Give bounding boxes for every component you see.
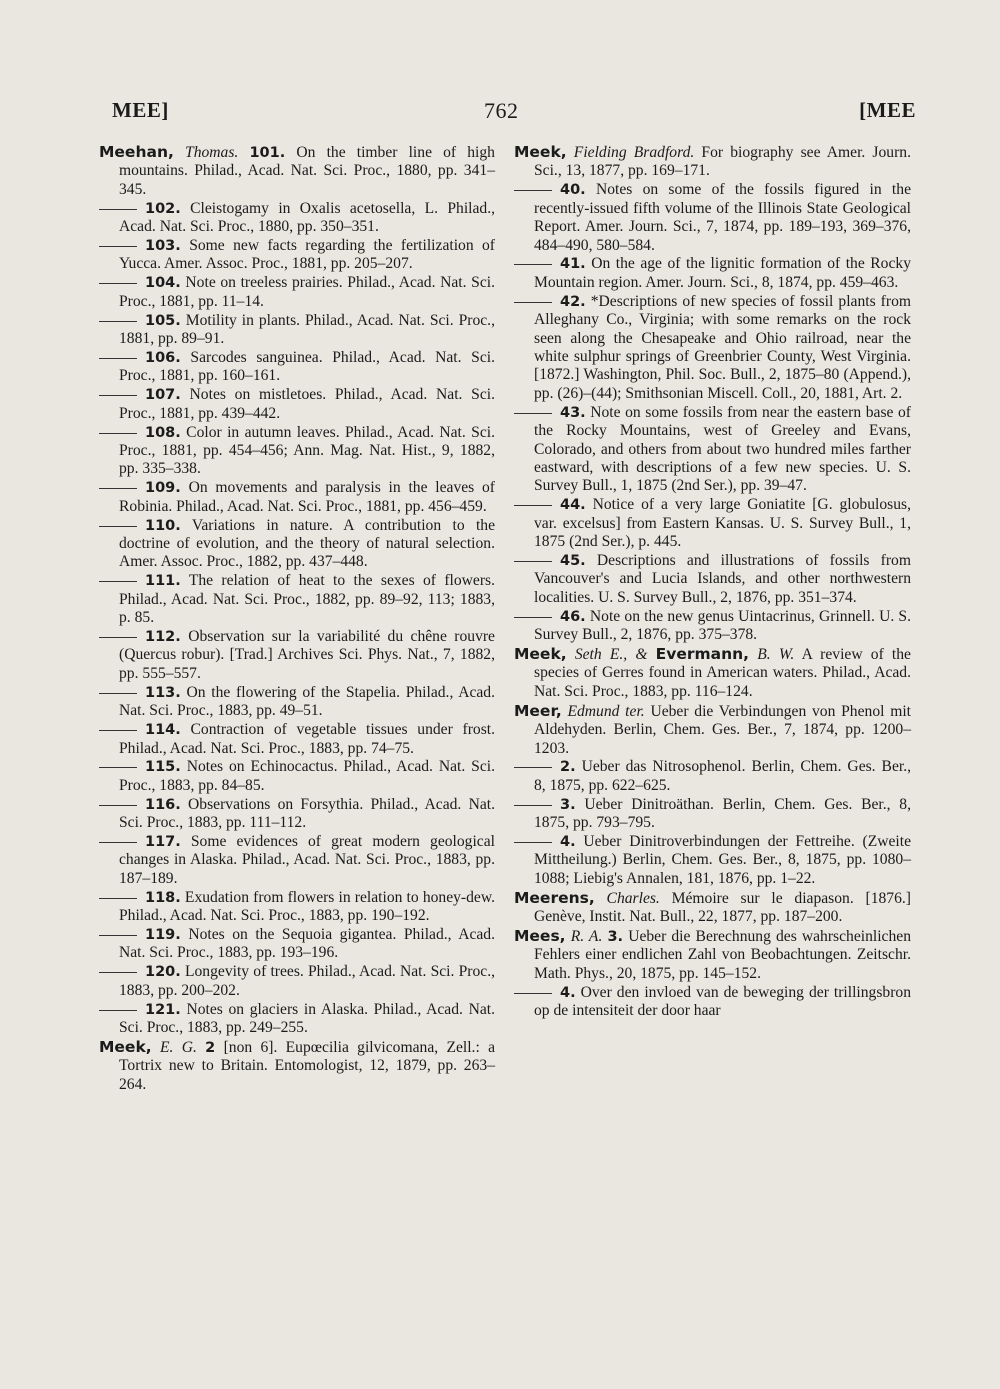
ditto-dash	[514, 190, 552, 191]
entry-number: 40.	[560, 182, 586, 199]
coauthor-surname: Evermann,	[655, 644, 750, 663]
author-given-name: Seth E., &	[574, 645, 648, 663]
ditto-dash	[99, 842, 137, 843]
ditto-dash	[99, 395, 137, 396]
entry-number: 120.	[145, 964, 181, 981]
entry-number: 108.	[145, 424, 181, 441]
entry-text: Ueber die Berechnung des wahrscheinlichen Fehlers einer endlichen Zahl von Beobachtungen. Zeitschr. Math. Phys., 20, 1875, pp. 145–152.	[534, 928, 911, 982]
coauthor-given-name: B. W.	[757, 645, 795, 663]
entry-text: Color in autumn leaves. Philad., Acad. Nat. Sci. Proc., 1881, pp. 454–456; Ann. Mag. Nat. Hist., 9, 1882, pp. 335–338.	[119, 423, 495, 478]
ditto-dash	[514, 413, 552, 414]
entry-text: Motility in plants. Philad., Acad. Nat. Sci. Proc., 1881, pp. 89–91.	[119, 311, 495, 348]
catalogue-entry	[99, 424, 495, 479]
entry-text: Exudation from flowers in relation to honey-dew. Philad., Acad. Nat. Sci. Proc., 1883, pp. 190–192.	[119, 888, 495, 925]
author-surname: Meer,	[514, 701, 562, 720]
entry-number: 4.	[560, 984, 576, 1001]
catalogue-entry	[99, 684, 495, 721]
entry-number: 43.	[560, 404, 586, 421]
ditto-dash	[99, 972, 137, 973]
entry-text: Descriptions and illustrations of fossils from Vancouver's and Lucia Islands, and other northwestern localities. U. S. Survey Bull., 2, 1876, pp. 351–374.	[534, 551, 911, 606]
entry-text: Note on treeless prairies. Philad., Acad. Nat. Sci. Proc., 1881, pp. 11–14.	[119, 274, 495, 310]
entry-number: 119.	[145, 927, 181, 944]
ditto-dash	[99, 805, 137, 806]
entry-number: 107.	[145, 387, 181, 404]
entry-number: 105.	[145, 312, 181, 329]
author-given-name: Charles.	[606, 889, 660, 907]
entry-text: The relation of heat to the sexes of flowers. Philad., Acad. Nat. Sci. Proc., 1882, pp. 89–92, 113; 1883, p. 85.	[119, 572, 495, 627]
entry-number: 41.	[560, 256, 586, 273]
entry-number: 2.	[560, 759, 576, 776]
page-number: 762	[484, 98, 519, 123]
entry-text: Observations on Forsythia. Philad., Acad. Nat. Sci. Proc., 1883, pp. 111–112.	[119, 795, 495, 832]
ditto-dash	[99, 1010, 137, 1011]
entry-number: 44.	[560, 497, 586, 514]
right-column	[514, 143, 911, 1021]
author-surname: Meek,	[99, 1038, 152, 1056]
ditto-dash	[99, 693, 137, 694]
entry-number: 45.	[560, 552, 586, 569]
catalogue-entry	[514, 255, 911, 292]
entry-text: Notes on mistletoes. Philad., Acad. Nat. Sci. Proc., 1881, pp. 439–442.	[119, 386, 496, 422]
ditto-dash	[99, 767, 137, 768]
catalogue-entry	[514, 984, 911, 1021]
catalogue-entry	[514, 404, 911, 496]
ditto-dash	[99, 898, 137, 899]
entry-text: Observation sur la variabilité du chêne rouvre (Quercus robur). [Trad.] Archives Sci. Phys. Nat., 7, 1882, pp. 555–557.	[119, 628, 495, 682]
catalogue-entry	[99, 926, 495, 963]
entry-number: 104.	[145, 275, 181, 292]
catalogue-entry	[514, 608, 911, 645]
catalogue-entry	[514, 758, 911, 795]
entry-number: 2	[205, 1040, 216, 1056]
catalogue-entry	[99, 200, 495, 237]
ditto-dash	[514, 302, 552, 303]
catalogue-entry	[99, 386, 495, 423]
catalogue-entry	[99, 1001, 495, 1038]
ditto-dash	[514, 561, 552, 562]
left-column	[99, 143, 495, 1095]
entry-text: Variations in nature. A contribution to the doctrine of evolution, and the theory of natural selection. Amer. Assoc. Proc., 1882, pp. 437–448.	[119, 516, 495, 571]
entry-text: On movements and paralysis in the leaves of Robinia. Philad., Acad. Nat. Sci. Proc., 1881, pp. 456–459.	[119, 479, 495, 515]
catalogue-entry	[514, 181, 911, 255]
entry-text: Notes on the Sequoia gigantea. Philad., Acad. Nat. Sci. Proc., 1883, pp. 193–196.	[119, 926, 495, 962]
ditto-dash	[99, 935, 137, 936]
ditto-dash	[99, 209, 137, 210]
entry-text: *Descriptions of new species of fossil plants from Alleghany Co., Virginia; with some remarks on the rock seen along the Chesapeake and Ohio railroad, near the white sulphur springs of Greenbrier County, West Virginia. [1872.] Washington, Phil. Soc. Bull., 2, 1875–80 (Append.), pp. (26)–(44); Smithsonian Miscell. Coll., 20, 1881, Art. 2.	[534, 292, 911, 402]
entry-text: Over den invloed van de beweging der trillingsbron op de intensiteit der door haar	[534, 983, 911, 1020]
ditto-dash	[514, 842, 552, 843]
ditto-dash	[99, 358, 137, 359]
entry-text: Ueber die Verbindungen von Phenol mit Aldehyden. Berlin, Chem. Ges. Ber., 7, 1874, pp. 1200–1203.	[534, 702, 911, 757]
entry-text: Some evidences of great modern geological changes in Alaska. Philad., Acad. Nat. Sci. Proc., 1883, pp. 187–189.	[119, 833, 495, 887]
entry-text: Some new facts regarding the fertilization of Yucca. Amer. Assoc. Proc., 1881, pp. 205–207.	[119, 237, 495, 273]
catalogue-entry	[514, 143, 911, 181]
entry-number: 114.	[145, 722, 181, 739]
entry-number: 118.	[145, 889, 181, 906]
catalogue-entry	[99, 349, 495, 386]
ditto-dash	[99, 283, 137, 284]
catalogue-entry	[514, 927, 911, 983]
catalogue-entry	[514, 496, 911, 551]
ditto-dash	[514, 617, 552, 618]
entry-number: 42.	[560, 293, 586, 310]
entry-text: Notes on Echinocactus. Philad., Acad. Nat. Sci. Proc., 1883, pp. 84–85.	[119, 758, 495, 794]
entry-text: Notes on glaciers in Alaska. Philad., Acad. Nat. Sci. Proc., 1883, pp. 249–255.	[119, 1000, 495, 1037]
entry-text: [non 6]. Eupœcilia gilvicomana, Zell.: a Tortrix new to Britain. Entomologist, 12, 1879, pp. 263–264.	[119, 1039, 496, 1093]
catalogue-entry	[99, 796, 495, 833]
entry-text: Sarcodes sanguinea. Philad., Acad. Nat. Sci. Proc., 1881, pp. 160–161.	[119, 348, 495, 385]
author-given-name: Fielding Bradford.	[573, 144, 695, 161]
catalogue-entry	[514, 552, 911, 607]
ditto-dash	[99, 730, 137, 731]
entry-number: 102.	[145, 200, 181, 217]
ditto-dash	[514, 767, 552, 768]
entry-number: 110.	[145, 517, 181, 534]
entry-text: Note on the new genus Uintacrinus, Grinnell. U. S. Survey Bull., 2, 1876, pp. 375–378.	[534, 607, 911, 644]
catalogue-entry	[99, 572, 495, 627]
author-given-name: R. A.	[570, 928, 603, 946]
author-surname: Mees,	[514, 927, 566, 946]
entry-number: 4.	[560, 834, 576, 851]
ditto-dash	[99, 321, 137, 322]
catalogue-entry	[99, 889, 495, 926]
entry-text: Ueber Dinitroäthan. Berlin, Chem. Ges. Ber., 8, 1875, pp. 793–795.	[534, 795, 912, 832]
entry-text: A review of the species of Gerres found in American waters. Philad., Acad. Nat. Sci. Proc., 1883, pp. 116–124.	[534, 645, 911, 700]
entry-text: For biography see Amer. Journ. Sci., 13, 1877, pp. 169–171.	[534, 144, 911, 180]
author-surname: Meerens,	[514, 888, 595, 907]
author-surname: Meehan,	[99, 143, 174, 161]
catalogue-entry	[514, 796, 911, 833]
catalogue-entry	[514, 645, 911, 701]
entry-text: On the age of the lignitic formation of the Rocky Mountain region. Amer. Journ. Sci., 8, 1874, pp. 459–463.	[534, 255, 911, 291]
catalogue-entry	[99, 963, 495, 1000]
ditto-dash	[99, 488, 137, 489]
entry-number: 113.	[145, 684, 181, 701]
entry-number: 115.	[145, 759, 181, 776]
catalogue-entry	[99, 758, 495, 795]
entry-number: 112.	[145, 629, 181, 646]
catalogue-entry	[514, 889, 911, 927]
entry-number: 121.	[145, 1001, 181, 1018]
author-given-name: Thomas.	[185, 144, 239, 161]
entry-number: 109.	[145, 480, 181, 497]
ditto-dash	[514, 264, 552, 265]
ditto-dash	[99, 581, 137, 582]
catalogue-entry	[99, 237, 495, 274]
entry-number: 117.	[145, 834, 181, 851]
ditto-dash	[514, 993, 552, 994]
catalogue-entry	[514, 702, 911, 758]
ditto-dash	[99, 433, 137, 434]
catalogue-entry	[99, 628, 495, 683]
entry-text: Notes on some of the fossils figured in the recently-issued fifth volume of the Illinois State Geological Report. Amer. Journ. Sci., 7, 1874, pp. 189–193, 369–376, 484–490, 580–584.	[534, 181, 911, 254]
catalogue-entry	[99, 479, 495, 516]
entry-text: Contraction of vegetable tissues under frost. Philad., Acad. Nat. Sci. Proc., 1883, pp. 74–75.	[119, 721, 495, 757]
entry-number: 101.	[249, 145, 286, 161]
catalogue-entry	[99, 517, 495, 572]
catalogue-entry	[514, 293, 911, 403]
entry-number: 46.	[560, 608, 586, 625]
ditto-dash	[514, 805, 552, 806]
running-head-right: [MEE	[859, 98, 916, 122]
entry-text: On the flowering of the Stapelia. Philad., Acad. Nat. Sci. Proc., 1883, pp. 49–51.	[119, 683, 495, 720]
entry-number: 111.	[145, 573, 181, 590]
entry-number: 3.	[607, 929, 624, 946]
running-head-left: MEE]	[112, 98, 169, 122]
entry-text: Longevity of trees. Philad., Acad. Nat. Sci. Proc., 1883, pp. 200–202.	[119, 963, 495, 999]
ditto-dash	[99, 637, 137, 638]
catalogue-entry	[99, 143, 495, 199]
catalogue-entry	[99, 274, 495, 311]
entry-number: 103.	[145, 238, 181, 255]
catalogue-entry	[514, 833, 911, 888]
entry-number: 3.	[560, 796, 576, 813]
catalogue-entry	[99, 721, 495, 758]
ditto-dash	[514, 505, 552, 506]
ditto-dash	[99, 526, 137, 527]
catalogue-entry	[99, 833, 495, 888]
author-surname: Meek,	[514, 143, 567, 161]
catalogue-entry	[99, 312, 495, 349]
catalogue-entry	[99, 1038, 495, 1094]
entry-text: Notice of a very large Goniatite [G. globulosus, var. excelsus] from Eastern Kansas. U. S. Survey Bull., 1, 1875 (2nd Ser.), p. 445.	[534, 496, 911, 551]
author-surname: Meek,	[514, 644, 567, 663]
entry-text: Ueber das Nitrosophenol. Berlin, Chem. Ges. Ber., 8, 1875, pp. 622–625.	[534, 758, 911, 794]
entry-text: Cleistogamy in Oxalis acetosella, L. Philad., Acad. Nat. Sci. Proc., 1880, pp. 350–351.	[119, 199, 495, 236]
entry-text: Ueber Dinitroverbindungen der Fettreihe. (Zweite Mittheilung.) Berlin, Chem. Ges. Ber., 8, 1875, pp. 1080–1088; Liebig's Annalen, 181, 1876, pp. 1–22.	[534, 833, 911, 887]
ditto-dash	[99, 246, 137, 247]
author-given-name: Edmund ter.	[567, 702, 645, 720]
entry-text: Note on some fossils from near the eastern base of the Rocky Mountains, west of Greeley and Evans, Colorado, and others from about two hundred miles farther eastward, with descriptions of a few new species. U. S. Survey Bull., 1, 1875 (2nd Ser.), pp. 39–47.	[534, 403, 911, 495]
entry-number: 106.	[145, 349, 181, 366]
entry-text: Mémoire sur le diapason. [1876.] Genève, Instit. Nat. Bull., 22, 1877, pp. 187–200.	[534, 889, 911, 926]
author-given-name: E. G.	[159, 1039, 197, 1056]
entry-number: 116.	[145, 796, 181, 813]
entry-text: On the timber line of high mountains. Philad., Acad. Nat. Sci. Proc., 1880, pp. 341–345.	[119, 144, 495, 198]
